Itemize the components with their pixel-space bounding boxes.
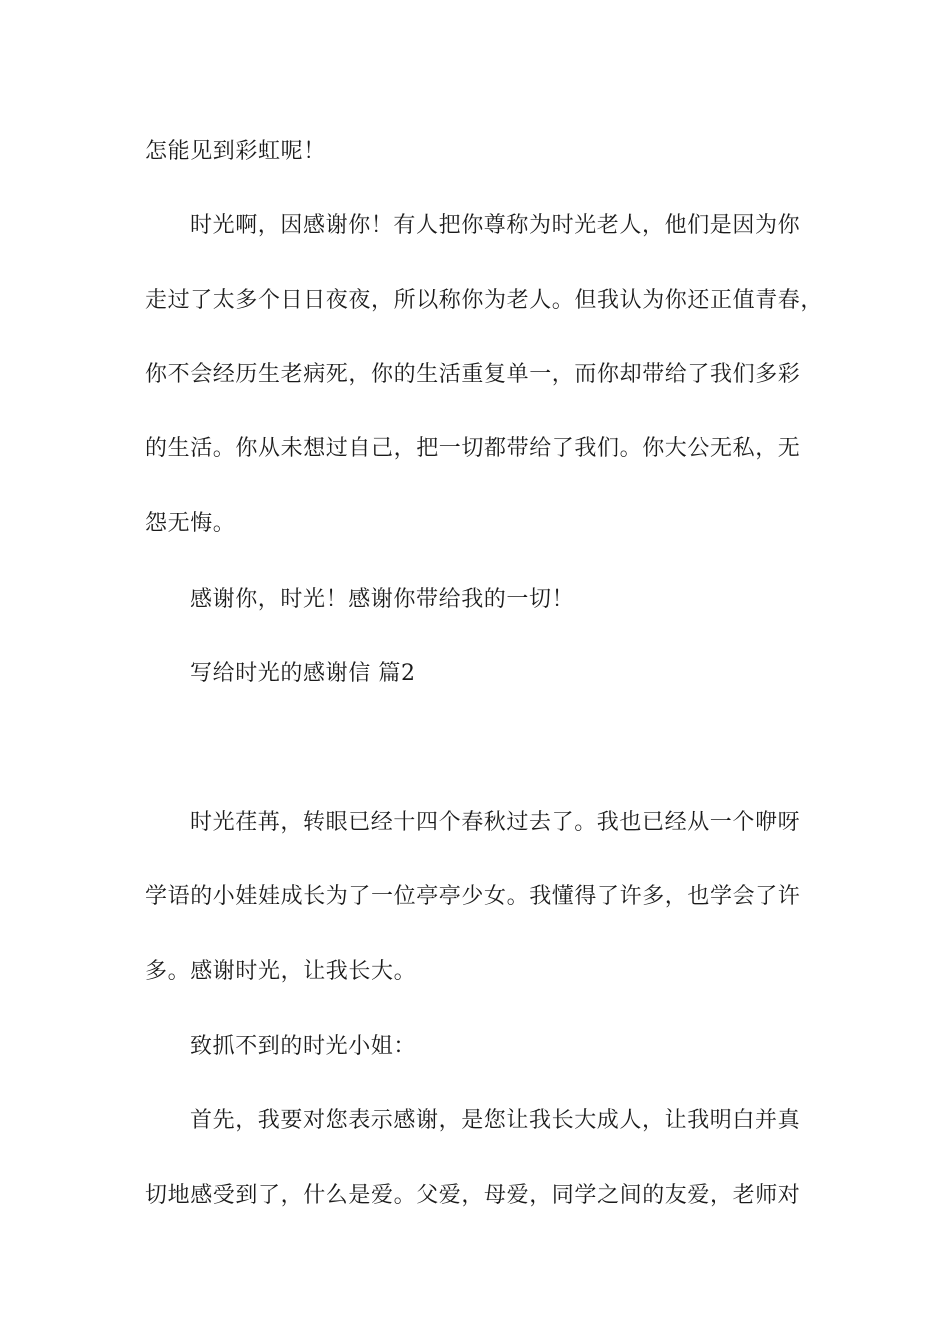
paragraph-line: 首先，我要对您表示感谢，是您让我长大成人，让我明白并真 bbox=[190, 1108, 801, 1133]
paragraph-line: 时光啊，因感谢你！有人把你尊称为时光老人，他们是因为你 bbox=[190, 213, 801, 238]
section-heading: 写给时光的感谢信 篇2 bbox=[190, 661, 416, 686]
text-line: 怎能见到彩虹呢！ bbox=[145, 139, 326, 164]
text-line: 切地感受到了，什么是爱。父爱，母爱，同学之间的友爱，老师对 bbox=[145, 1183, 801, 1208]
paragraph-line: 感谢你，时光！感谢你带给我的一切！ bbox=[190, 587, 575, 612]
text-line: 怨无悔。 bbox=[145, 511, 236, 536]
paragraph-line: 时光荏苒，转眼已经十四个春秋过去了。我也已经从一个咿呀 bbox=[190, 810, 801, 835]
text-line: 你不会经历生老病死，你的生活重复单一，而你却带给了我们多彩 bbox=[145, 362, 801, 387]
text-line: 多。感谢时光，让我长大。 bbox=[145, 959, 417, 984]
text-line: 学语的小娃娃成长为了一位亭亭少女。我懂得了许多，也学会了许 bbox=[145, 884, 801, 909]
salutation-line: 致抓不到的时光小姐： bbox=[190, 1034, 417, 1059]
text-line: 走过了太多个日日夜夜，所以称你为老人。但我认为你还正值青春， bbox=[145, 288, 824, 313]
text-line: 的生活。你从未想过自己，把一切都带给了我们。你大公无私，无 bbox=[145, 436, 801, 461]
